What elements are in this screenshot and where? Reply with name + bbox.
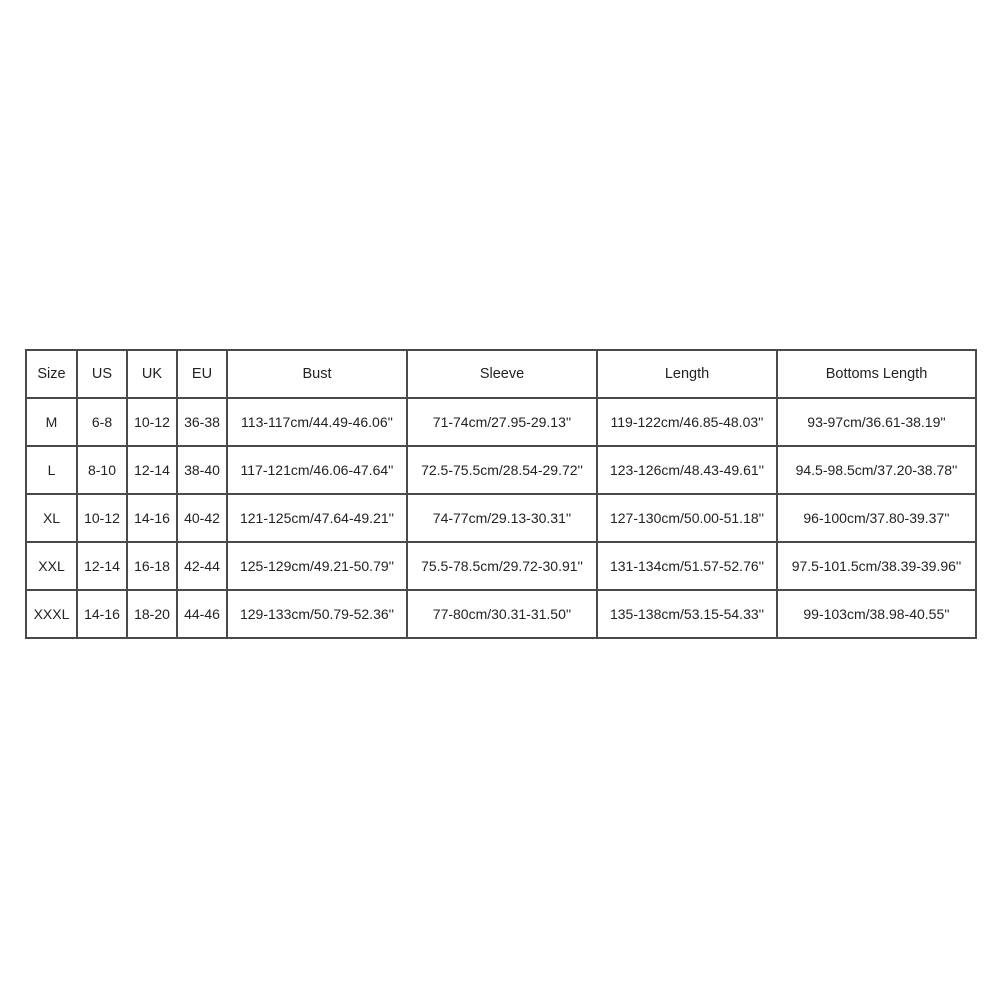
cell-sleeve: 72.5-75.5cm/28.54-29.72'' — [407, 446, 597, 494]
cell-bottoms-length: 96-100cm/37.80-39.37'' — [777, 494, 976, 542]
header-row — [26, 350, 976, 398]
cell-us: 10-12 — [77, 494, 127, 542]
cell-size: L — [26, 446, 77, 494]
header-bust: Bust — [227, 350, 407, 398]
cell-length: 123-126cm/48.43-49.61'' — [597, 446, 777, 494]
cell-uk: 16-18 — [127, 542, 177, 590]
cell-length: 119-122cm/46.85-48.03'' — [597, 398, 777, 446]
cell-bust: 117-121cm/46.06-47.64'' — [227, 446, 407, 494]
header-uk: UK — [127, 350, 177, 398]
cell-bottoms-length: 93-97cm/36.61-38.19'' — [777, 398, 976, 446]
cell-length: 131-134cm/51.57-52.76'' — [597, 542, 777, 590]
header-size: Size — [26, 350, 77, 398]
cell-sleeve: 71-74cm/27.95-29.13'' — [407, 398, 597, 446]
table-row — [26, 542, 976, 590]
cell-bottoms-length: 94.5-98.5cm/37.20-38.78'' — [777, 446, 976, 494]
table-row — [26, 494, 976, 542]
cell-eu: 44-46 — [177, 590, 227, 638]
cell-bust: 121-125cm/47.64-49.21'' — [227, 494, 407, 542]
header-length: Length — [597, 350, 777, 398]
cell-size: XL — [26, 494, 77, 542]
header-us: US — [77, 350, 127, 398]
cell-bottoms-length: 99-103cm/38.98-40.55'' — [777, 590, 976, 638]
cell-sleeve: 74-77cm/29.13-30.31'' — [407, 494, 597, 542]
cell-us: 8-10 — [77, 446, 127, 494]
cell-bust: 125-129cm/49.21-50.79'' — [227, 542, 407, 590]
cell-eu: 38-40 — [177, 446, 227, 494]
header-bottoms-length: Bottoms Length — [777, 350, 976, 398]
header-eu: EU — [177, 350, 227, 398]
table-row — [26, 446, 976, 494]
cell-us: 12-14 — [77, 542, 127, 590]
cell-sleeve: 77-80cm/30.31-31.50'' — [407, 590, 597, 638]
cell-uk: 18-20 — [127, 590, 177, 638]
cell-bust: 113-117cm/44.49-46.06'' — [227, 398, 407, 446]
cell-uk: 12-14 — [127, 446, 177, 494]
cell-eu: 36-38 — [177, 398, 227, 446]
cell-eu: 42-44 — [177, 542, 227, 590]
header-sleeve: Sleeve — [407, 350, 597, 398]
cell-uk: 10-12 — [127, 398, 177, 446]
table-row — [26, 590, 976, 638]
cell-length: 127-130cm/50.00-51.18'' — [597, 494, 777, 542]
cell-us: 6-8 — [77, 398, 127, 446]
cell-size: XXXL — [26, 590, 77, 638]
table-row — [26, 398, 976, 446]
cell-length: 135-138cm/53.15-54.33'' — [597, 590, 777, 638]
cell-size: M — [26, 398, 77, 446]
cell-bottoms-length: 97.5-101.5cm/38.39-39.96'' — [777, 542, 976, 590]
cell-size: XXL — [26, 542, 77, 590]
cell-eu: 40-42 — [177, 494, 227, 542]
cell-us: 14-16 — [77, 590, 127, 638]
size-chart-table — [25, 349, 977, 639]
cell-bust: 129-133cm/50.79-52.36'' — [227, 590, 407, 638]
cell-uk: 14-16 — [127, 494, 177, 542]
cell-sleeve: 75.5-78.5cm/29.72-30.91'' — [407, 542, 597, 590]
